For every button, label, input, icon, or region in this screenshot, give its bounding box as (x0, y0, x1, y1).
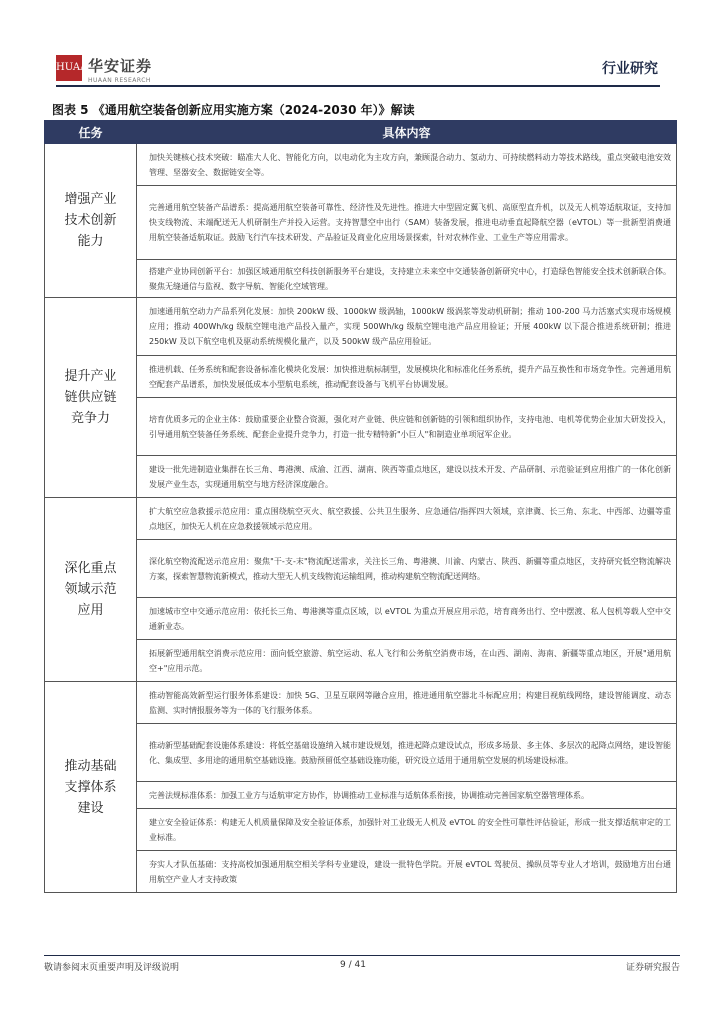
policy-table (44, 120, 677, 893)
content-cell: 搭建产业协同创新平台：加强区域通用航空科技创新服务平台建设，支持建立未来空中交通装备创新研究中心，打造绿色智能安全技术创新联合体。聚焦无缝通信与监视、数字导航、智能化空域管理。 (137, 260, 677, 298)
content-cell: 完善法规标准体系：加强工业方与适航审定方协作，协调推动工业标准与适航体系衔接，协调推动完善国家航空器管理体系。 (137, 782, 677, 809)
content-cell: 深化航空物流配送示范应用：聚焦"干-支-末"物流配送需求，关注长三角、粤港澳、川渝、内蒙古、陕西、新疆等重点地区，支持研究低空物流解决方案，探索智慧物流新模式，推动大型无人机支线物流运输组网，推动构建航空物流配送网络。 (137, 540, 677, 598)
footer-report-type: 证券研究报告 (625, 963, 680, 973)
table-row (45, 851, 677, 893)
table-row (45, 640, 677, 682)
table-row (45, 356, 677, 398)
table-row (45, 398, 677, 456)
table-row (45, 260, 677, 298)
table-row (45, 498, 677, 540)
table-row (45, 456, 677, 498)
table-row (45, 540, 677, 598)
footer-disclaimer: 敬请参阅末页重要声明及评级说明 (44, 963, 180, 973)
content-cell: 培育优质多元的企业主体：鼓励重要企业整合资源，强化对产业链、供应链和创新链的引领和组织协作，支持电池、电机等优势企业加大研发投入，引导通用航空装备任务系统、配套企业提升竞争力，打造一批专精特新"小巨人"和制造业单项冠军企业。 (137, 398, 677, 456)
footer-divider (44, 955, 680, 956)
logo (88, 55, 152, 84)
table-row (45, 724, 677, 782)
page-number: 9 / 41 (340, 960, 366, 970)
content-cell: 推动智能高效新型运行服务体系建设：加快 5G、卫星互联网等融合应用，推进通用航空器北斗标配应用；构建目视航线网络，建设智能调度、动态监测、实时情报服务等为一体的飞行服务体系。 (137, 682, 677, 724)
table-row (45, 809, 677, 851)
task-cell: 提升产业链供应链竞争力 (45, 298, 137, 498)
table-row (45, 782, 677, 809)
logo-icon: HUAAN (56, 55, 82, 81)
task-cell: 增强产业技术创新能力 (45, 144, 137, 298)
content-cell: 加速城市空中交通示范应用：依托长三角、粤港澳等重点区域，以 eVTOL 为重点开展应用示范，培育商务出行、空中摆渡、私人包机等载人空中交通新业态。 (137, 598, 677, 640)
header-divider (56, 85, 660, 87)
content-cell: 扩大航空应急救援示范应用：重点围绕航空灭火、航空救援、公共卫生服务、应急通信/指挥四大领域，京津冀、长三角、东北、中西部、边疆等重点地区，加快无人机在应急救援领域示范应用。 (137, 498, 677, 540)
content-cell: 加速通用航空动力产品系列化发展：加快 200kW 级、1000kW 级涡轴，1000kW 级涡浆等发动机研制；推动 100-200 马力活塞式实现市场规模应用；推动 400Wh/kg 级航空锂电池产品投入量产，实现 500Wh/kg 级航空锂电池产品应用验证；开展 400kW 以下混合推进系统研制；推进 250kW 及以下航空电机及驱动系统规模化量产，以及 500kW 级产品应用验证。 (137, 298, 677, 356)
header-task: 任务 (45, 121, 137, 144)
table-row (45, 144, 677, 186)
content-cell: 加快关键核心技术突破：瞄准大人化、智能化方向，以电动化为主攻方向，兼顾混合动力、氢动力、可持续燃料动力等技术路线，重点突破电池安效管理、坚器安全、数据链安全等。 (137, 144, 677, 186)
logo-english-name: HUAAN RESEARCH (88, 77, 151, 84)
table-header-row (45, 121, 677, 144)
table-row (45, 186, 677, 260)
content-cell: 拓展新型通用航空消费示范应用：面向低空旅游、航空运动、私人飞行和公务航空消费市场，在山西、湖南、海南、新疆等重点地区，开展"通用航空+"应用示范。 (137, 640, 677, 682)
content-cell: 推进机载、任务系统和配套设备标准化模块化发展：加快推进航标制型，发展模块化和标准化任务系统，提升产品互换性和市场竞争性。完善通用航空配套产品谱系，加快发展低成本小型航电系统，推动配套设备与飞机平台协调发展。 (137, 356, 677, 398)
task-cell: 深化重点领域示范应用 (45, 498, 137, 682)
content-cell: 夯实人才队伍基础：支持高校加强通用航空相关学科专业建设，建设一批特色学院。开展 eVTOL 驾驶员、操纵员等专业人才培训，鼓励地方出台通用航空产业人才支持政策 (137, 851, 677, 893)
header-content: 具体内容 (137, 121, 677, 144)
table-row (45, 298, 677, 356)
content-cell: 完善通用航空装备产品谱系：提高通用航空装备可靠性、经济性及先进性。推进大中型固定翼飞机、高原型直升机，以及无人机等适航取证，支持加快支线物流、末端配送无人机研制生产并投入运营。支持智慧空中出行（SAM）装备发展，推进电动垂直起降航空器（eVTOL）等一批新型消费通用航空装备适航取证。鼓励飞行汽车技术研发、产品验证及商业化应用场景探索，针对农林作业、工业生产等应用需求。 (137, 186, 677, 260)
table-row (45, 598, 677, 640)
report-category: 行业研究 (602, 61, 658, 77)
logo-chinese-name: 华安证券 (88, 57, 153, 75)
content-cell: 建立安全验证体系：构建无人机质量保障及安全验证体系，加强针对工业级无人机及 eVTOL 的安全性可靠性评估验证，形成一批支撑适航审定的工业标准。 (137, 809, 677, 851)
content-cell: 推动新型基础配套设施体系建设：将低空基础设施纳入城市建设规划，推进起降点建设试点，形成多场景、多主体、多层次的起降点网络，建设智能化、集成型、多用途的通用航空基础设施。鼓励预留低空基础设施功能，研究设立适用于通用航空发展的机场建设标准。 (137, 724, 677, 782)
task-cell: 推动基础支撑体系建设 (45, 682, 137, 893)
content-cell: 建设一批先进制造业集群在长三角、粤港澳、成渝、江西、湖南、陕西等重点地区，建设以技术开发、产品研制、示范验证到应用推广的一体化创新发展产业生态，实现通用航空与地方经济深度融合。 (137, 456, 677, 498)
figure-title: 图表 5 《通用航空装备创新应用实施方案（2024-2030 年）》解读 (52, 103, 415, 117)
table-row (45, 682, 677, 724)
